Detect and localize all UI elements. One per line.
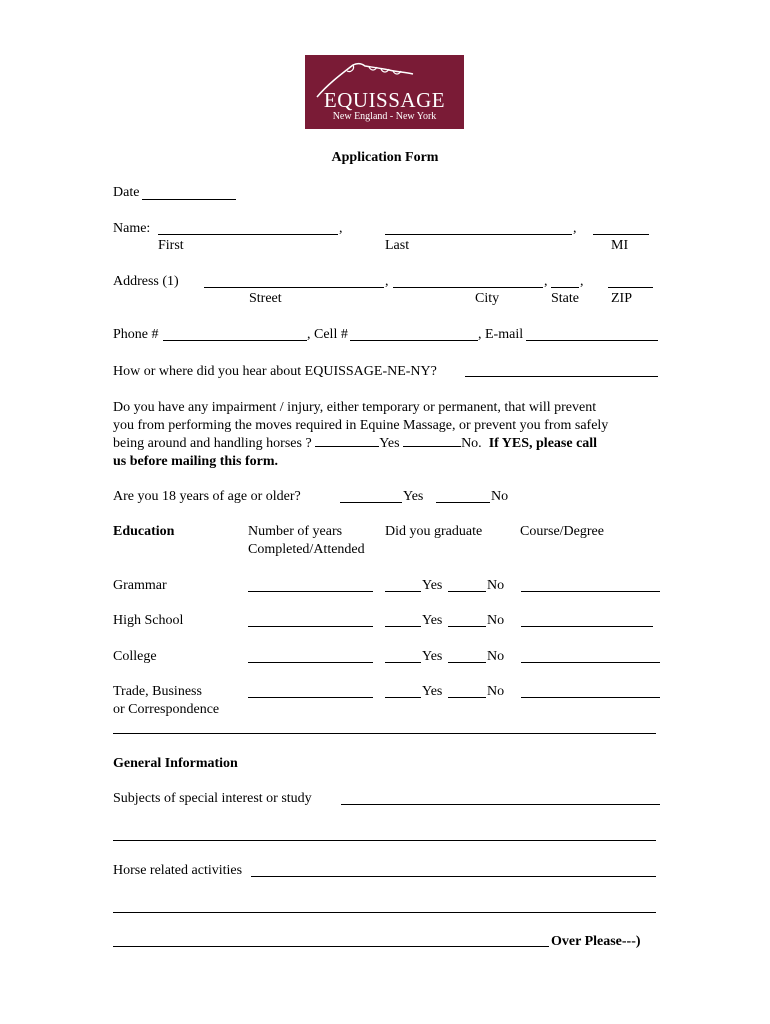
first-caption: First bbox=[158, 238, 184, 253]
comma: , bbox=[385, 274, 389, 289]
grammar-years-field[interactable] bbox=[248, 591, 373, 592]
college-years-field[interactable] bbox=[248, 662, 373, 663]
col-course: Course/Degree bbox=[520, 524, 604, 539]
general-heading: General Information bbox=[113, 756, 238, 771]
trade-course-field[interactable] bbox=[521, 697, 660, 698]
comma: , bbox=[580, 274, 584, 289]
zip-field[interactable] bbox=[608, 287, 653, 288]
horse-activities-label: Horse related activities bbox=[113, 863, 243, 878]
age-question: Are you 18 years of age or older? bbox=[113, 489, 301, 504]
trade-yes-field[interactable] bbox=[385, 697, 421, 698]
cell-label: , Cell # bbox=[307, 327, 348, 342]
college-yes-field[interactable] bbox=[385, 662, 421, 663]
mi-caption: MI bbox=[611, 238, 629, 253]
age-yes-field[interactable] bbox=[340, 502, 402, 503]
last-name-field[interactable] bbox=[385, 234, 572, 235]
impairment-no-label: No. bbox=[461, 436, 482, 451]
comma: , bbox=[339, 221, 343, 236]
hear-answer-field[interactable] bbox=[465, 376, 658, 377]
trade-no-field[interactable] bbox=[448, 697, 486, 698]
col-years-2: Completed/Attended bbox=[248, 542, 365, 557]
high-school-yes-field[interactable] bbox=[385, 626, 421, 627]
impairment-line-3 bbox=[113, 437, 597, 451]
education-heading: Education bbox=[113, 524, 175, 539]
over-please-note: Over Please---) bbox=[551, 934, 641, 949]
col-years: Number of years bbox=[248, 524, 343, 539]
last-caption: Last bbox=[385, 238, 410, 253]
impairment-line-2: you from performing the moves required in Equine Massage, or prevent you from safely bbox=[113, 418, 609, 433]
grammar-no-field[interactable] bbox=[448, 591, 486, 592]
street-field[interactable] bbox=[204, 287, 384, 288]
age-no-field[interactable] bbox=[436, 502, 490, 503]
comma: , bbox=[544, 274, 548, 289]
college-no-field[interactable] bbox=[448, 662, 486, 663]
impairment-yes-label: Yes bbox=[379, 436, 400, 451]
horse-activities-field[interactable] bbox=[251, 876, 656, 877]
age-yes-label: Yes bbox=[403, 489, 424, 504]
grammar-no-label: No bbox=[487, 578, 505, 593]
final-line[interactable] bbox=[113, 946, 549, 947]
street-caption: Street bbox=[249, 291, 282, 306]
subjects-field[interactable] bbox=[341, 804, 660, 805]
impairment-call-note-2: us before mailing this form. bbox=[113, 454, 279, 469]
email-field[interactable] bbox=[526, 340, 658, 341]
city-field[interactable] bbox=[393, 287, 543, 288]
name-label: Name: bbox=[113, 221, 151, 236]
college-course-field[interactable] bbox=[521, 662, 660, 663]
high-school-years-field[interactable] bbox=[248, 626, 373, 627]
date-field[interactable] bbox=[142, 199, 236, 200]
high-school-course-field[interactable] bbox=[521, 626, 653, 627]
impairment-no-field[interactable] bbox=[403, 446, 461, 447]
first-name-field[interactable] bbox=[158, 234, 338, 235]
phone-label: Phone # bbox=[113, 327, 159, 342]
grammar-yes-field[interactable] bbox=[385, 591, 421, 592]
comma: , bbox=[573, 221, 577, 236]
row-high-school: High School bbox=[113, 613, 184, 628]
horse-activities-field-2[interactable] bbox=[113, 912, 656, 913]
zip-caption: ZIP bbox=[611, 291, 632, 306]
college-no-label: No bbox=[487, 649, 505, 664]
col-graduate: Did you graduate bbox=[385, 524, 483, 539]
address-label: Address (1) bbox=[113, 274, 179, 289]
impairment-line-1: Do you have any impairment / injury, either temporary or permanent, that will prevent bbox=[113, 400, 597, 415]
state-field[interactable] bbox=[551, 287, 579, 288]
trade-years-field[interactable] bbox=[248, 697, 373, 698]
section-divider bbox=[113, 733, 656, 734]
impairment-yes-field[interactable] bbox=[315, 446, 379, 447]
city-caption: City bbox=[475, 291, 500, 306]
impairment-call-note: If YES, please call bbox=[488, 436, 598, 451]
high-school-yes-label: Yes bbox=[422, 613, 443, 628]
date-label: Date bbox=[113, 185, 140, 200]
college-yes-label: Yes bbox=[422, 649, 443, 664]
form-title: Application Form bbox=[331, 150, 439, 165]
logo-wordmark: EQUISSAGE bbox=[323, 88, 446, 112]
email-label: , E-mail bbox=[478, 327, 524, 342]
state-caption: State bbox=[551, 291, 579, 306]
trade-no-label: No bbox=[487, 684, 505, 699]
age-no-label: No bbox=[491, 489, 509, 504]
subjects-field-2[interactable] bbox=[113, 840, 656, 841]
row-grammar: Grammar bbox=[113, 578, 167, 593]
hear-question: How or where did you hear about EQUISSAGE-NE-NY? bbox=[113, 364, 437, 379]
logo-tagline: New England - New York bbox=[332, 111, 437, 122]
grammar-course-field[interactable] bbox=[521, 591, 660, 592]
equissage-logo bbox=[305, 55, 464, 129]
middle-initial-field[interactable] bbox=[593, 234, 649, 235]
grammar-yes-label: Yes bbox=[422, 578, 443, 593]
row-trade-2: or Correspondence bbox=[113, 702, 220, 717]
row-college: College bbox=[113, 649, 157, 664]
subjects-label: Subjects of special interest or study bbox=[113, 791, 312, 806]
high-school-no-field[interactable] bbox=[448, 626, 486, 627]
phone-field[interactable] bbox=[163, 340, 307, 341]
cell-field[interactable] bbox=[350, 340, 478, 341]
high-school-no-label: No bbox=[487, 613, 505, 628]
impairment-question-end: being around and handling horses ? bbox=[113, 436, 312, 451]
row-trade: Trade, Business bbox=[113, 684, 202, 699]
trade-yes-label: Yes bbox=[422, 684, 443, 699]
